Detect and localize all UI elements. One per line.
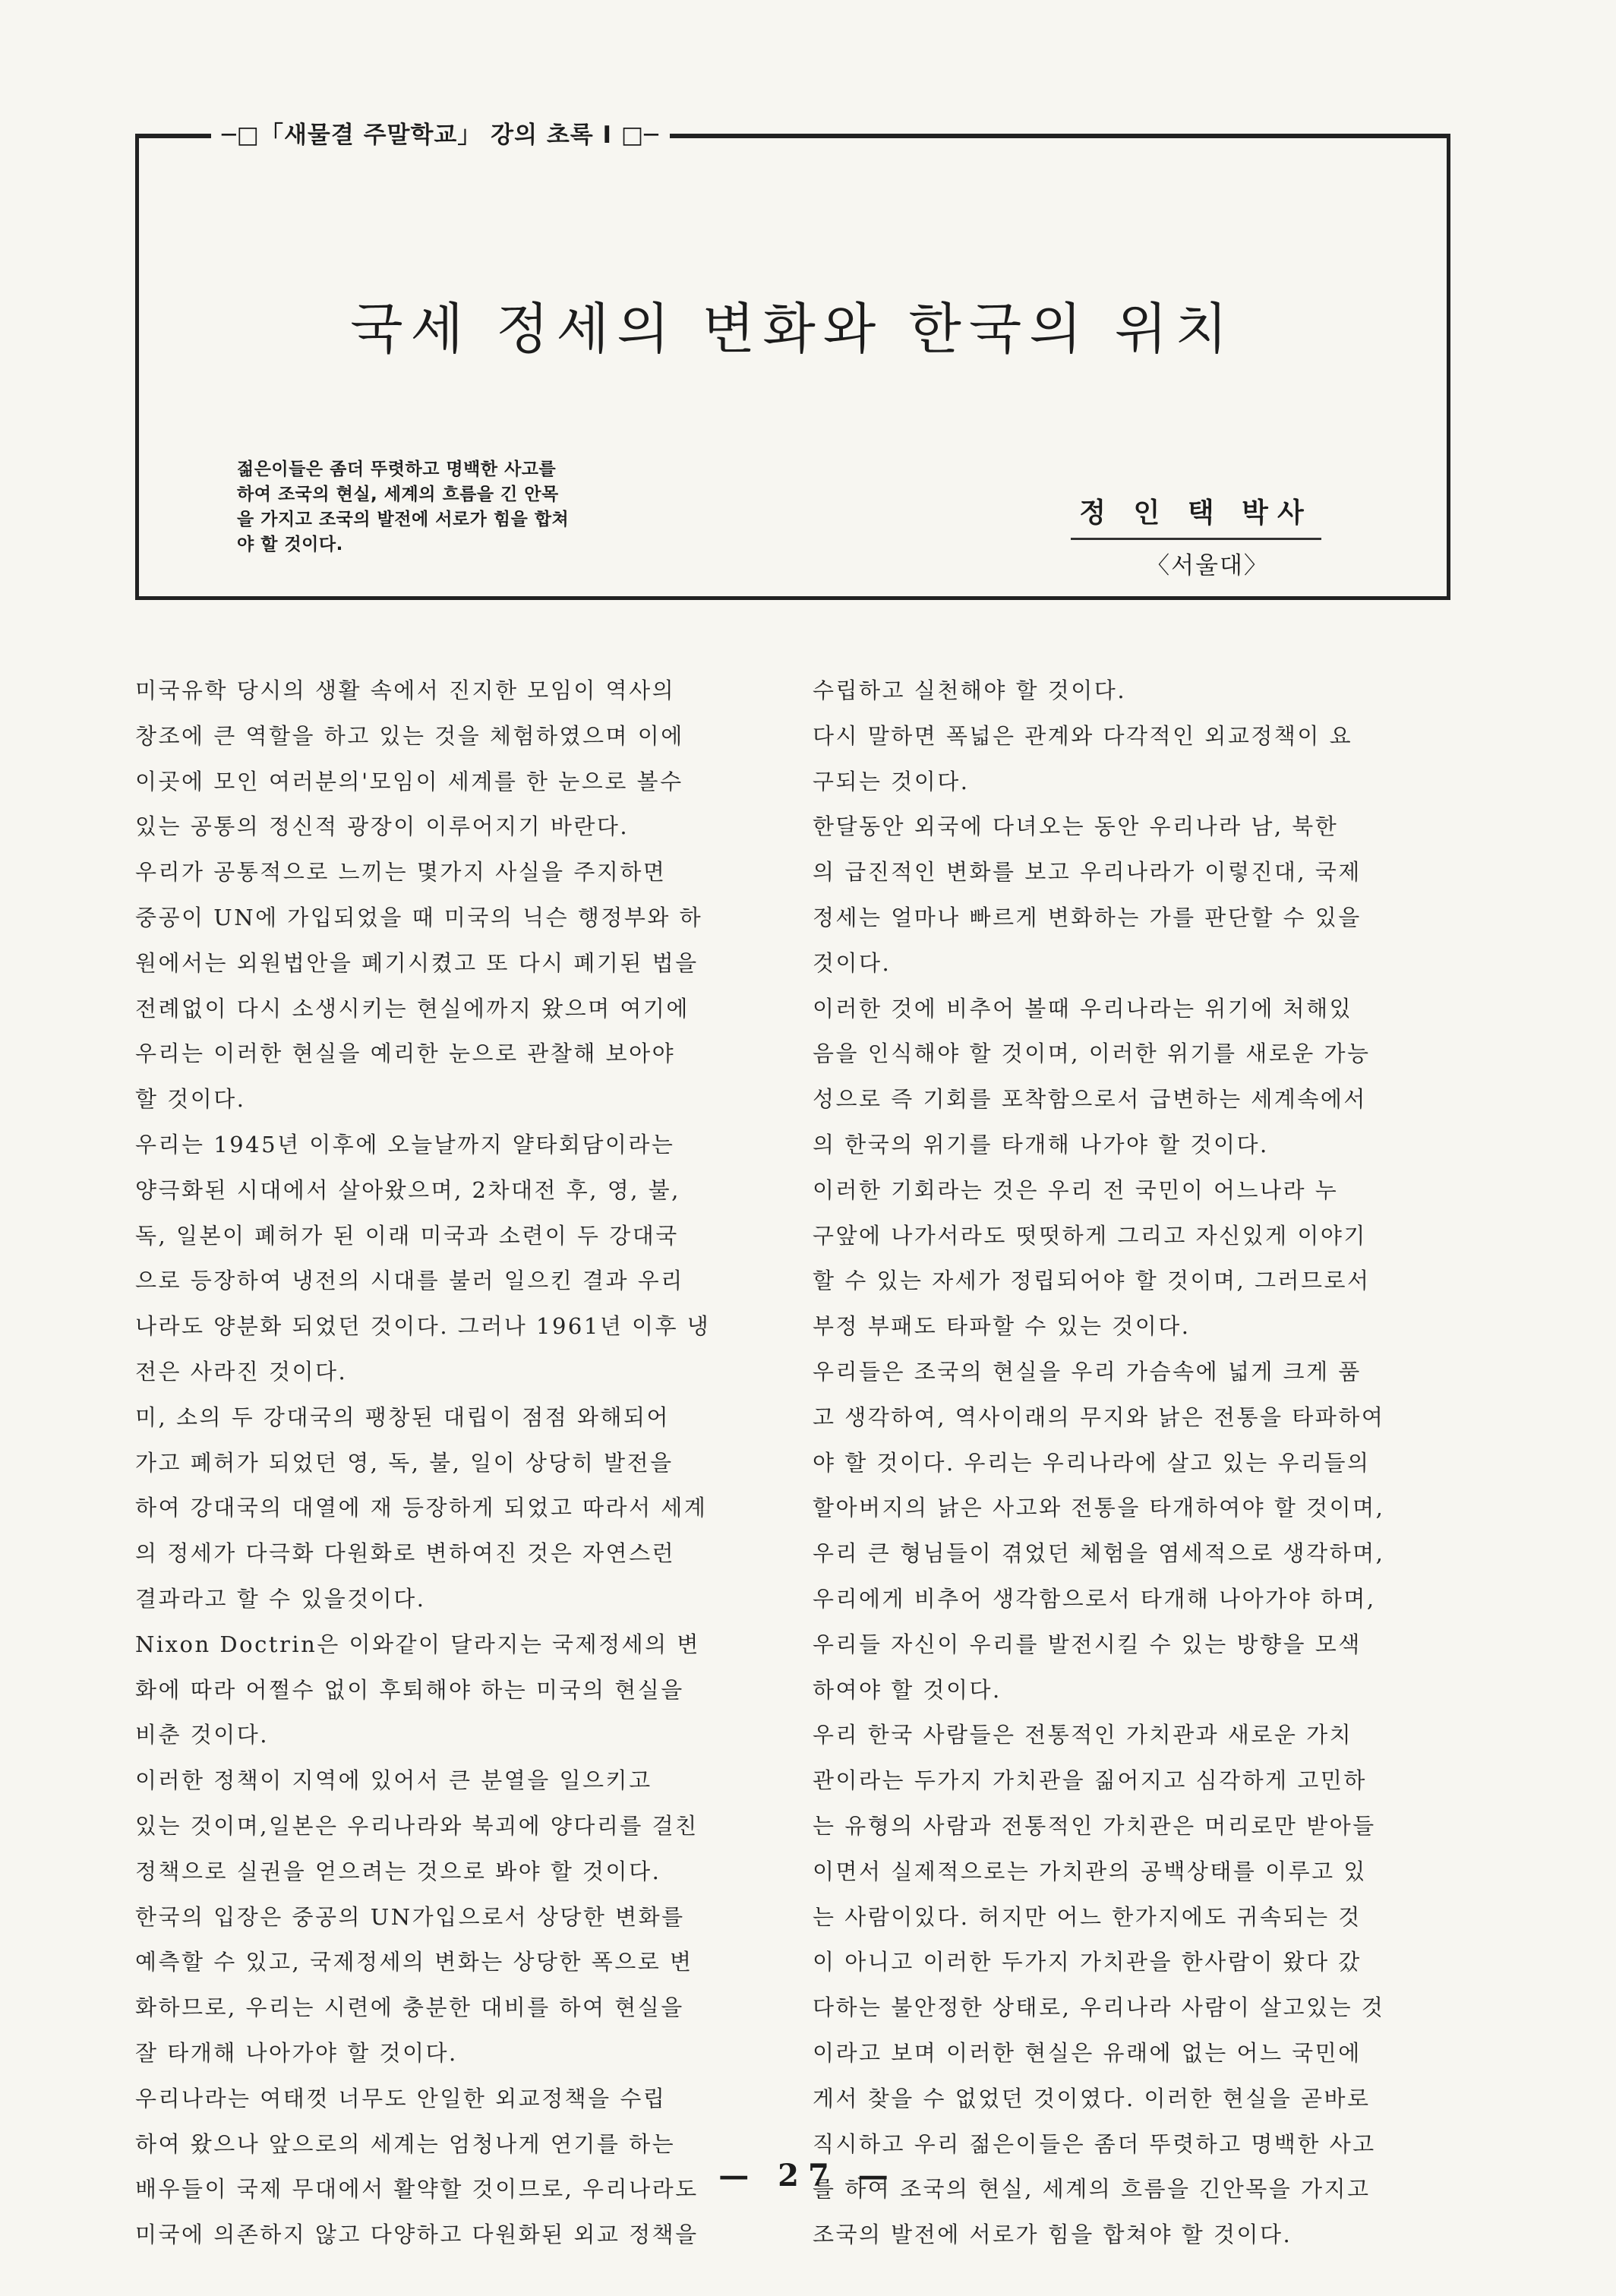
body-text-line: 양극화된 시대에서 살아왔으며, 2차대전 후, 영, 불,	[135, 1176, 680, 1203]
body-text-line: 음을 인식해야 할 것이며, 이러한 위기를 새로운 가능	[813, 1041, 1371, 1067]
body-text-line: 게서 찾을 수 없었던 것이였다. 이러한 현실을 곧바로	[813, 2085, 1371, 2111]
body-text-line: 있는 공통의 정신적 광장이 이루어지기 바란다.	[135, 813, 630, 840]
body-text-line: 가고 폐허가 되었던 영, 독, 불, 일이 상당히 발전을	[135, 1449, 674, 1476]
summary-line: 야 할 것이다.	[237, 535, 343, 554]
body-text-line: 배우들이 국제 무대에서 활약할 것이므로, 우리나라도	[135, 2176, 699, 2203]
summary-line: 하여 조국의 현실, 세계의 흐름을 긴 안목	[237, 485, 559, 504]
body-text-line: 우리에게 비추어 생각함으로서 타개해 나아가야 하며,	[813, 1585, 1376, 1612]
body-text-line: 전례없이 다시 소생시키는 현실에까지 왔으며 여기에	[135, 995, 690, 1022]
body-text-line: 다시 말하면 폭넓은 관계와 다각적인 외교정책이 요	[813, 722, 1353, 749]
body-text-line: 이 아니고 이러한 두가지 가치관을 한사람이 왔다 갔	[813, 1949, 1362, 1975]
body-text-line: 구되는 것이다.	[813, 768, 970, 794]
body-text-line: 화에 따라 어쩔수 없이 후퇴해야 하는 미국의 현실을	[135, 1676, 684, 1703]
article-title: 국세 정세의 변화와 한국의 위치	[350, 297, 1236, 361]
body-text-line: 우리가 공통적으로 느끼는 몇가지 사실을 주지하면	[135, 859, 667, 886]
body-column-right	[813, 668, 1443, 2258]
body-text-line: 한국의 입장은 중공의 UN가입으로서 상당한 변화를	[135, 1903, 685, 1930]
body-text-line: 우리는 이러한 현실을 예리한 눈으로 관찰해 보아야	[135, 1041, 676, 1067]
body-text-line: 야 할 것이다. 우리는 우리나라에 살고 있는 우리들의	[813, 1449, 1371, 1476]
body-text-line: 우리들은 조국의 현실을 우리 가슴속에 넓게 크게 품	[813, 1358, 1362, 1385]
body-text-line: 원에서는 외원법안을 폐기시켰고 또 다시 폐기된 법을	[135, 949, 699, 976]
body-text-line: 독, 일본이 폐허가 된 이래 미국과 소련이 두 강대국	[135, 1222, 679, 1249]
body-text-line: 중공이 UN에 가입되었을 때 미국의 닉슨 행정부와 하	[135, 904, 703, 930]
body-text-line: 부정 부패도 타파할 수 있는 것이다.	[813, 1313, 1191, 1340]
body-text-line: 우리는 1945년 이후에 오늘날까지 얄타회담이라는	[135, 1131, 675, 1157]
author-affiliation: 〈서울대〉	[1146, 552, 1269, 580]
body-text-line: 의 한국의 위기를 타개해 나가야 할 것이다.	[813, 1131, 1269, 1157]
body-text-line: 이러한 기회라는 것은 우리 전 국민이 어느나라 누	[813, 1176, 1339, 1203]
body-text-line: 이면서 실제적으로는 가치관의 공백상태를 이루고 있	[813, 1858, 1367, 1884]
body-text-line: 한달동안 외국에 다녀오는 동안 우리나라 남, 북한	[813, 813, 1339, 840]
body-text-line: 으로 등장하여 냉전의 시대를 불러 일으킨 결과 우리	[135, 1268, 684, 1294]
body-column-left	[135, 668, 765, 2258]
body-text-line: 우리나라는 여태껏 너무도 안일한 외교정책을 수립	[135, 2085, 667, 2111]
body-text-line: 의 정세가 다극화 다원화로 변하여진 것은 자연스런	[135, 1540, 676, 1567]
body-text-line: 다하는 불안정한 상태로, 우리나라 사람이 살고있는 것	[813, 1994, 1385, 2021]
body-text-line: 를 하여 조국의 현실, 세계의 흐름을 긴안목을 가지고	[813, 2176, 1371, 2203]
summary-line: 을 가지고 조국의 발전에 서로가 힘을 합쳐	[237, 510, 570, 529]
body-text-line: 관이라는 두가지 가치관을 짊어지고 심각하게 고민하	[813, 1767, 1367, 1794]
body-text-line: 고 생각하여, 역사이래의 무지와 낡은 전통을 타파하여	[813, 1404, 1385, 1430]
body-text-line: 정세는 얼마나 빠르게 변화하는 가를 판단할 수 있을	[813, 904, 1362, 930]
body-text-line: 정책으로 실권을 얻으려는 것으로 봐야 할 것이다.	[135, 1858, 661, 1884]
body-text-line: 하여 왔으나 앞으로의 세계는 엄청나게 연기를 하는	[135, 2130, 676, 2157]
series-label: ─□「새물결 주말학교」 강의 초록 I □─	[211, 114, 670, 156]
body-text-line: 할아버지의 낡은 사고와 전통을 타개하여야 할 것이며,	[813, 1495, 1385, 1521]
body-text-line: 나라도 양분화 되었던 것이다. 그러나 1961년 이후 냉	[135, 1313, 711, 1340]
body-text-line: Nixon Doctrin은 이와같이 달라지는 국제정세의 변	[135, 1631, 700, 1657]
body-text-line: 잘 타개해 나아가야 할 것이다.	[135, 2039, 458, 2066]
body-text-line: 이러한 것에 비추어 볼때 우리나라는 위기에 처해있	[813, 995, 1353, 1022]
body-text-line: 비춘 것이다.	[135, 1722, 270, 1748]
body-text-line: 는 사람이있다. 허지만 어느 한가지에도 귀속되는 것	[813, 1903, 1362, 1930]
body-text-line: 우리들 자신이 우리를 발전시킬 수 있는 방향을 모색	[813, 1631, 1362, 1657]
body-text-line: 미국유학 당시의 생활 속에서 진지한 모임이 역사의	[135, 677, 676, 703]
body-text-line: 의 급진적인 변화를 보고 우리나라가 이렇진대, 국제	[813, 859, 1362, 886]
body-text-line: 예측할 수 있고, 국제정세의 변화는 상당한 폭으로 변	[135, 1949, 693, 1975]
author-name: 정 인 택 박사	[1071, 494, 1321, 540]
body-text-line: 전은 사라진 것이다.	[135, 1358, 348, 1385]
body-text-line: 수립하고 실천해야 할 것이다.	[813, 677, 1127, 703]
body-text-line: 미, 소의 두 강대국의 팽창된 대립이 점점 와해되어	[135, 1404, 671, 1430]
body-text-line: 구앞에 나가서라도 떳떳하게 그리고 자신있게 이야기	[813, 1222, 1367, 1249]
body-text-line: 할 수 있는 자세가 정립되어야 할 것이며, 그러므로서	[813, 1268, 1371, 1294]
body-text-line: 할 것이다.	[135, 1086, 246, 1113]
body-text-line: 우리 한국 사람들은 전통적인 가치관과 새로운 가치	[813, 1722, 1353, 1748]
body-text-line: 이러한 정책이 지역에 있어서 큰 분열을 일으키고	[135, 1767, 652, 1794]
body-text-line: 것이다.	[813, 949, 892, 976]
body-text-line: 이곳에 모인 여러분의'모임이 세계를 한 눈으로 볼수	[135, 768, 683, 794]
body-text-line: 하여 강대국의 대열에 재 등장하게 되었고 따라서 세계	[135, 1495, 708, 1521]
body-text-line: 결과라고 할 수 있을것이다.	[135, 1585, 426, 1612]
body-text-line: 미국에 의존하지 않고 다양하고 다원화된 외교 정책을	[135, 2222, 699, 2248]
body-text-line: 성으로 즉 기회를 포착함으로서 급변하는 세계속에서	[813, 1086, 1367, 1113]
body-text-line: 는 유형의 사람과 전통적인 가치관은 머리로만 받아들	[813, 1812, 1376, 1839]
body-text-line: 직시하고 우리 젊은이들은 좀더 뚜렷하고 명백한 사고	[813, 2130, 1376, 2157]
body-text-line: 화하므로, 우리는 시련에 충분한 대비를 하여 현실을	[135, 1994, 684, 2021]
article-summary	[237, 457, 723, 557]
body-text-line: 있는 것이며,일본은 우리나라와 북괴에 양다리를 걸친	[135, 1812, 699, 1839]
body-text-line: 하여야 할 것이다.	[813, 1676, 1002, 1703]
body-text-line: 이라고 보며 이러한 현실은 유래에 없는 어느 국민에	[813, 2039, 1362, 2066]
body-text-line: 조국의 발전에 서로가 힘을 합쳐야 할 것이다.	[813, 2222, 1292, 2248]
summary-line: 젊은이들은 좀더 뚜렷하고 명백한 사고를	[237, 460, 557, 479]
body-text-line: 우리 큰 형님들이 겪었던 체험을 염세적으로 생각하며,	[813, 1540, 1385, 1567]
page-number: — 27 —	[718, 2158, 898, 2193]
body-text-line: 창조에 큰 역할을 하고 있는 것을 체험하였으며 이에	[135, 722, 684, 749]
